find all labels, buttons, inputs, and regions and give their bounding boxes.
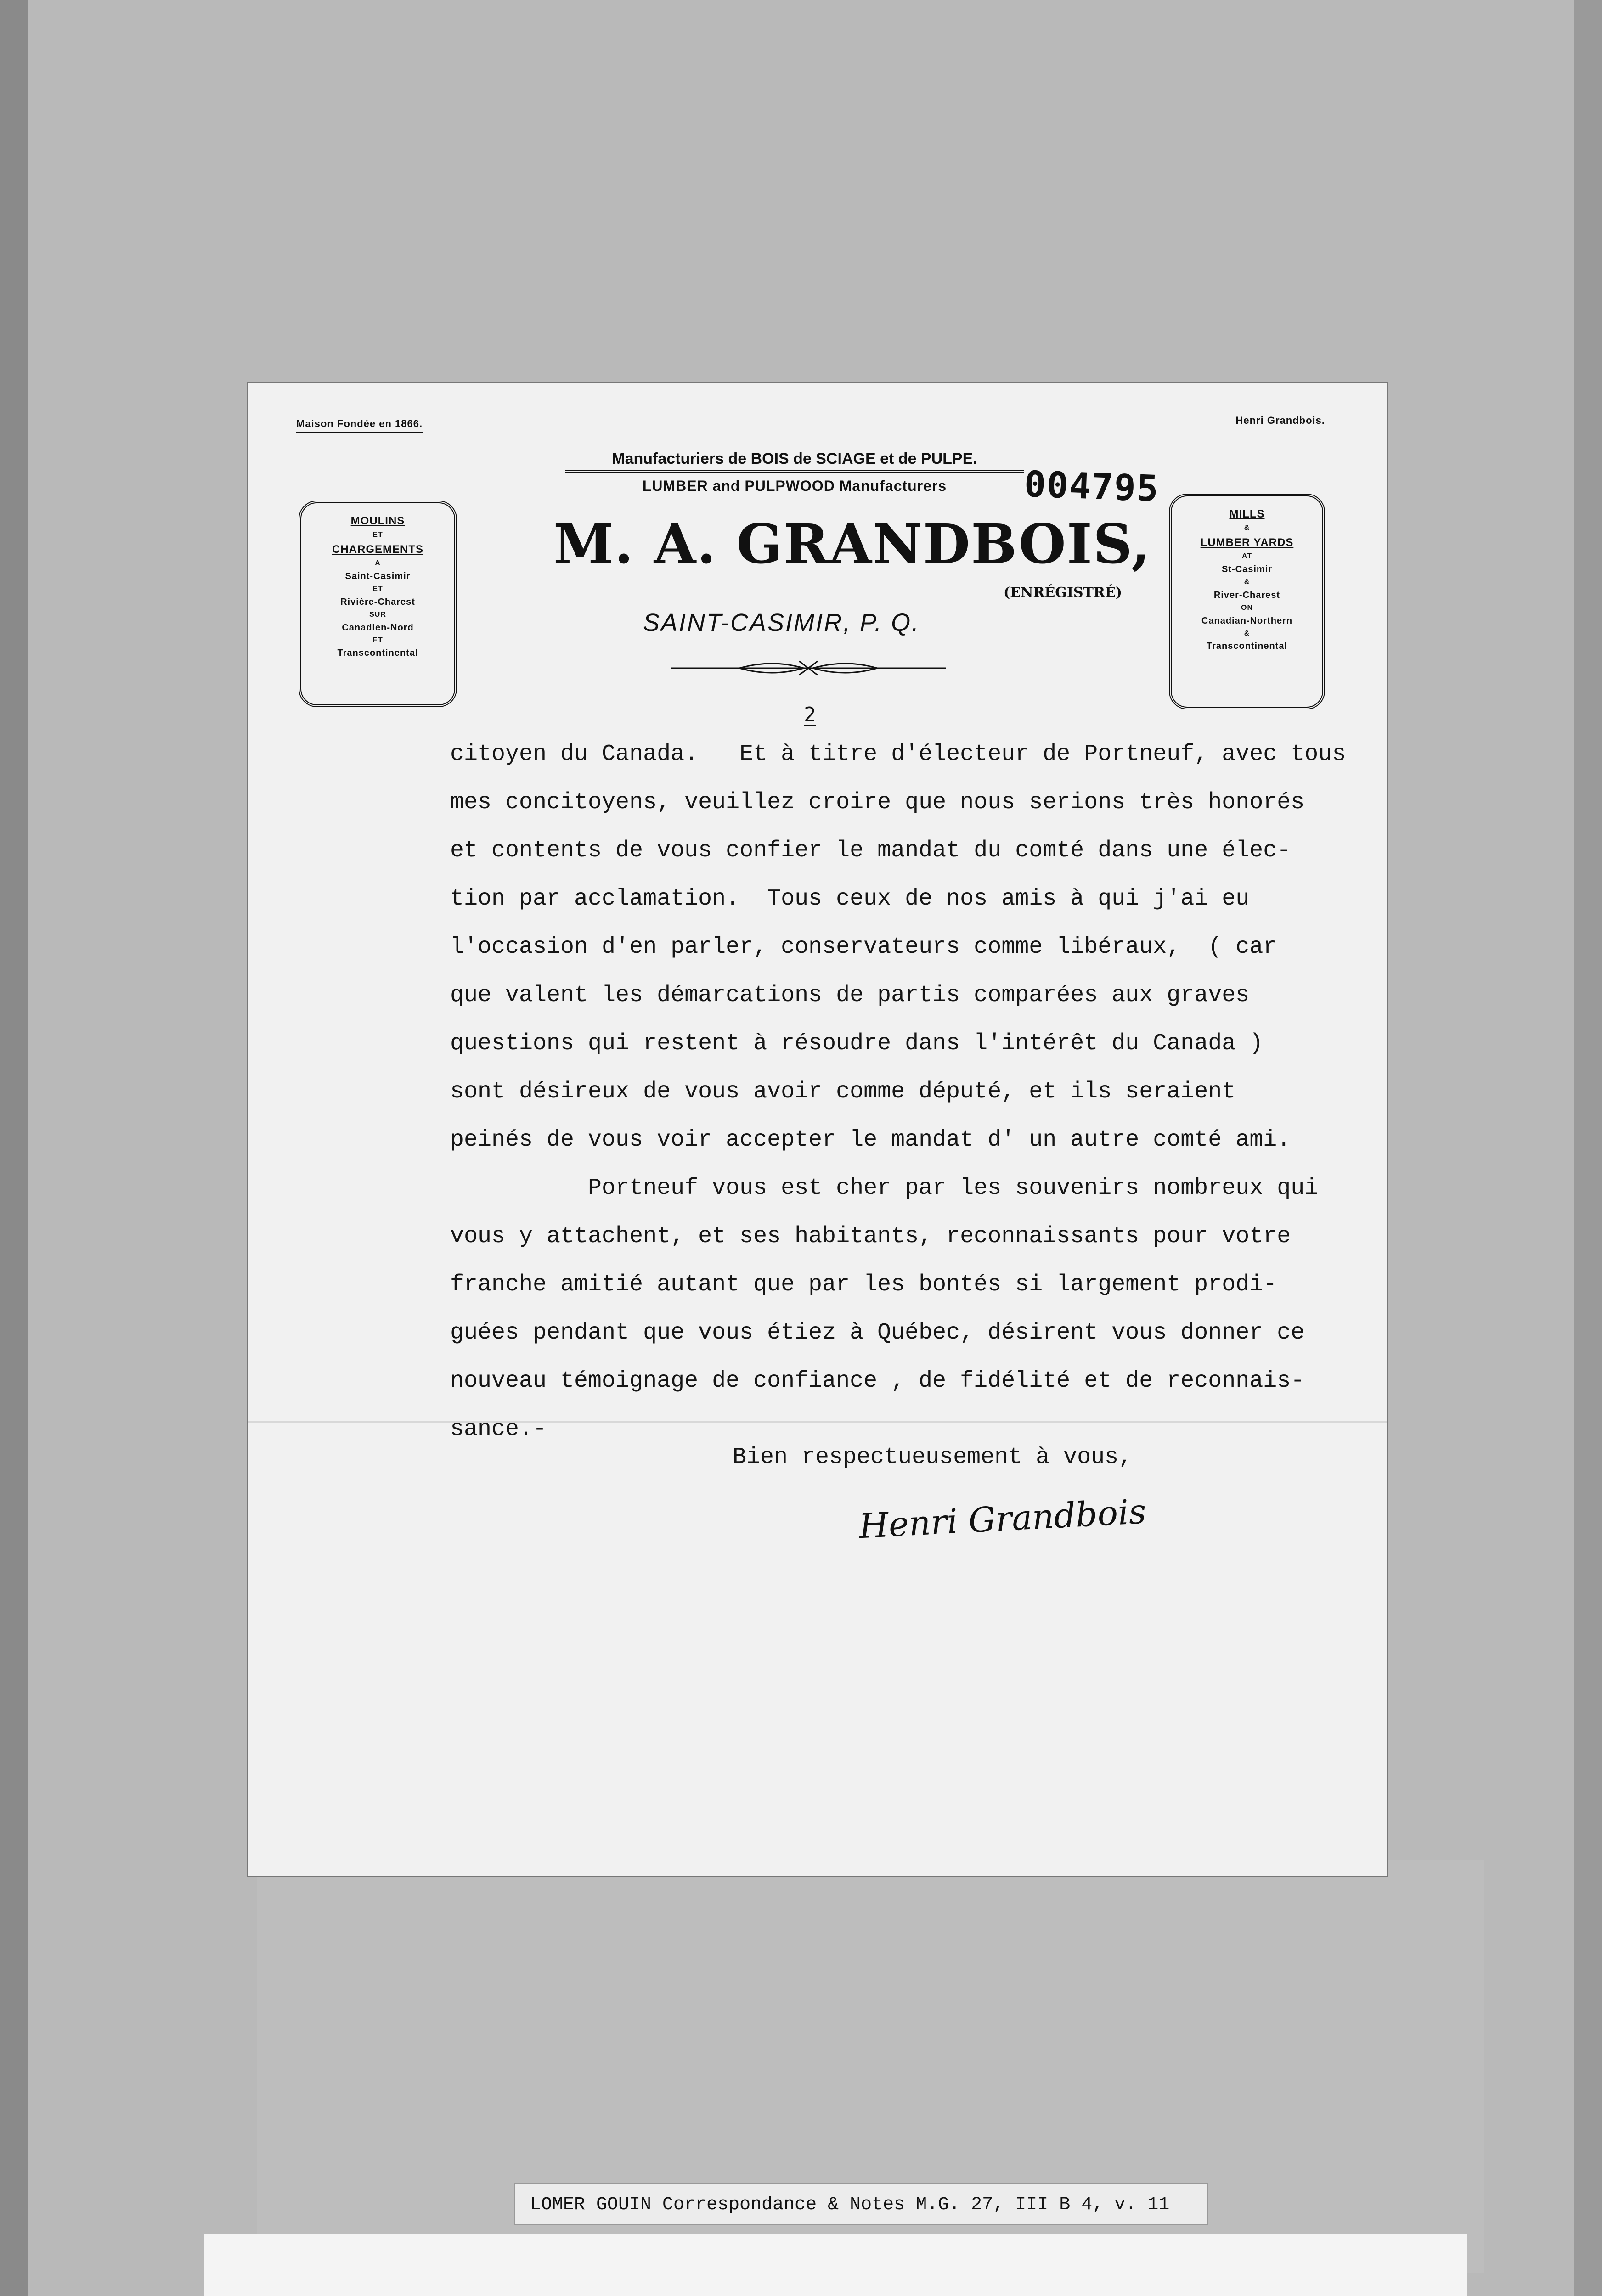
body-line: Portneuf vous est cher par les souvenirs nombreux qui [450,1175,1319,1201]
box-text: & [1244,629,1250,637]
owner-name: Henri Grandbois. [1236,415,1325,429]
box-text: AT [1241,552,1252,561]
ornament-divider [671,659,946,677]
box-title: MILLS [1229,508,1265,520]
box-title: LUMBER YARDS [1200,536,1294,549]
body-line: tion par acclamation. Tous ceux de nos amis à qui j'ai eu [450,886,1250,912]
body-line: sont désireux de vous avoir comme député, et ils seraient [450,1079,1236,1105]
registered-mark: (ENRÉGISTRÉ) [1004,585,1122,601]
letter-sheet [248,383,1387,1876]
body-line: questions qui restent à résoudre dans l'intérêt du Canada ) [450,1030,1264,1057]
company-location: SAINT-CASIMIR, P. Q. [643,609,920,636]
box-text: Transcontinental [1206,641,1288,652]
body-line: guées pendant que vous étiez à Québec, désirent vous donner ce [450,1320,1305,1346]
stamp-number: 004795 [1023,463,1160,510]
body-line: mes concitoyens, veuillez croire que nous serions très honorés [450,789,1305,816]
body-line: nouveau témoignage de confiance , de fidélité et de reconnais- [450,1368,1305,1394]
body-line: franche amitié autant que par les bontés si largement prodi- [450,1272,1277,1298]
box-text: St-Casimir [1221,564,1273,574]
scan-border-right [1574,0,1602,2296]
box-text: River-Charest [1213,590,1280,600]
body-line: vous y attachent, et ses habitants, reconnaissants pour votre [450,1223,1291,1249]
mills-box-fr [299,501,457,707]
reference-slip [514,2183,1208,2225]
box-text: & [1244,524,1250,532]
box-text: Saint-Casimir [345,571,411,581]
box-text: Canadien-Nord [342,622,414,633]
box-text: Transcontinental [337,648,418,658]
body-line: peinés de vous voir accepter le mandat d' un autre comté ami. [450,1127,1291,1153]
box-text: ET [372,636,383,644]
body-line: que valent les démarcations de partis comparées aux graves [450,982,1250,1008]
company-name: M. A. GRANDBOIS, [553,512,1151,576]
box-text: & [1244,578,1250,586]
page-number: 2 [804,703,816,726]
body-line: l'occasion d'en parler, conservateurs comme libéraux, ( car [450,934,1277,960]
box-title: CHARGEMENTS [332,543,423,556]
box-title: MOULINS [350,515,405,527]
scan-border-left [0,0,28,2296]
manufacturers-en: LUMBER and PULPWOOD Manufacturers [642,478,947,494]
body-line: sance.- [450,1416,547,1442]
body-line: citoyen du Canada. Et à titre d'électeur de Portneuf, avec tous [450,741,1346,767]
letter-body [450,730,1369,1453]
box-text: A [375,559,381,568]
box-text: Rivière-Charest [340,597,415,607]
box-text: ET [372,531,383,539]
box-text: ET [372,585,383,593]
signature: Henri Grandbois [858,1491,1147,1547]
mills-box-en [1169,494,1325,709]
box-text: ON [1241,603,1253,612]
box-text: Canadian-Northern [1201,615,1293,626]
archives-label [204,2234,1467,2296]
manufacturers-fr: Manufacturiers de BOIS de SCIAGE et de PULPE. [565,450,1024,473]
founded-note: Maison Fondée en 1866. [296,418,423,433]
closing-salutation: Bien respectueusement à vous, [733,1444,1133,1470]
reference-text: LOMER GOUIN Correspondance & Notes M.G. 27, III B 4, v. 11 [530,2195,1170,2215]
body-line: et contents de vous confier le mandat du comté dans une élec- [450,838,1291,864]
box-text: SUR [369,610,386,619]
